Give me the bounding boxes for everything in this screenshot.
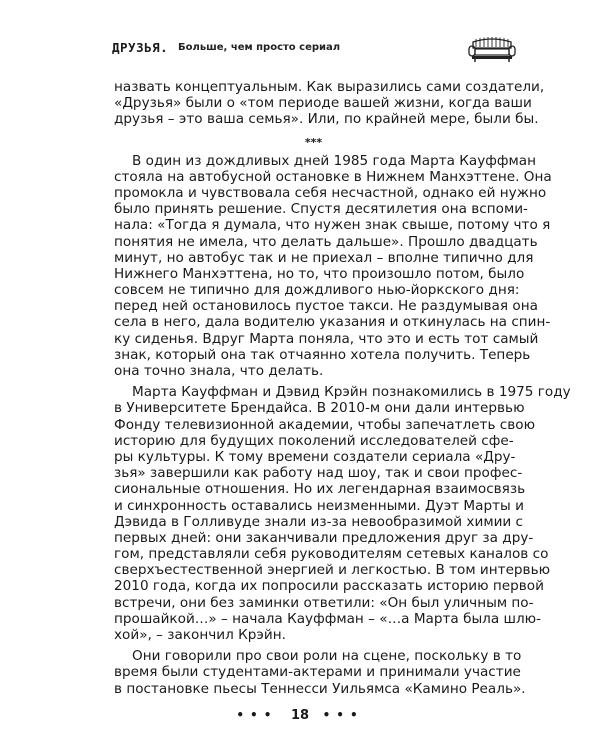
text-line: и синхронность оставались неизменными. Дуэт Марты и [114, 497, 524, 514]
text-line: было принять решение. Спустя десятилетия она вспоми- [114, 201, 528, 218]
text-line: нала: «Тогда я думала, что нужен знак свыше, потому что я [114, 217, 551, 234]
text-line: встречи, они без заминки ответили: «Он был уличным по- [114, 594, 534, 611]
text-line: 2010 года, когда их попросили рассказать историю первой [114, 578, 544, 595]
text-line: совсем не типично для дождливого нью-йоркского дня: [114, 282, 520, 299]
text-line: знак, который она так отчаянно хотела получить. Теперь [114, 346, 531, 363]
text-line: прошайкой…» – начала Кауффман – «…а Марта была шлю- [114, 610, 542, 627]
text-line: первых дней: они заканчивали предложения друг за дру- [114, 529, 534, 546]
text-line: зья» завершили как работу над шоу, так и свои профес- [114, 465, 523, 482]
footer-dots-right: ••• [322, 708, 364, 722]
text-line: ку сиденья. Вдруг Марта поняла, что это и есть тот самый [114, 330, 539, 347]
text-line: Они говорили про свои роли на сцене, поскольку в то [132, 648, 522, 665]
text-line: В один из дождливых дней 1985 года Марта Кауффман [132, 152, 537, 169]
text-line: Нижнего Манхэттена, но то, что произошло потом, было [114, 265, 525, 282]
paragraph [114, 648, 526, 697]
text-line: промокла и чувствовала себя несчастной, однако ей нужно [114, 184, 547, 201]
text-line: назвать концептуальным. Как выразились сами создатели, [114, 79, 545, 95]
section-separator: *** [304, 135, 323, 149]
text-line: Дэвида в Голливуде знали из-за невообразимой химии с [114, 513, 524, 530]
text-line: сверхъестественной энергией и легкостью. В том интервью [114, 562, 551, 579]
text-line: она точно знала, что делать. [114, 363, 324, 379]
text-line: сиональные отношения. Но их легендарная взаимосвязь [114, 481, 526, 498]
text-line: хой», – закончил Крэйн. [114, 627, 286, 643]
paragraph [114, 152, 552, 380]
paragraph [114, 384, 571, 643]
text-line: друзья – это ваша семья». Или, по крайней мере, были бы. [114, 111, 539, 128]
text-line: стояла на автобусной остановке в Нижнем Манхэттене. Она [114, 168, 552, 185]
text-line: понятия не имела, что делать дальше». Прошло двадцать [114, 233, 538, 250]
running-header [112, 36, 512, 66]
book-title: ДРУЗЬЯ. [112, 40, 169, 55]
page-body [114, 79, 571, 702]
text-line: «Друзья» были о «том периоде вашей жизни, когда ваши [114, 95, 532, 112]
paragraph [114, 79, 545, 128]
text-line: гом, представляли себя руководителям сетевых каналов со [114, 546, 549, 563]
text-line: в Университете Брендайса. В 2010-м они дали интервью [114, 400, 525, 417]
text-line: историю для будущих поколений исследователей сфе- [114, 432, 514, 449]
text-line: ры культуры. К тому времени создатели сериала «Дру- [114, 448, 516, 465]
text-line: Фонду телевизионной академии, чтобы запечатлеть свою [114, 416, 536, 433]
text-line: села в него, дала водителю указания и откинулась на спин- [114, 314, 551, 331]
text-line: Марта Кауффман и Дэвид Крэйн познакомились в 1975 году [132, 384, 571, 401]
text-line: минут, но автобус так и не приехал – вполне типично для [114, 249, 534, 266]
text-line: время были студентами-актерами и принимали участие [114, 664, 521, 681]
footer-dots-left: ••• [236, 708, 278, 722]
text-line: в постановке пьесы Теннесси Уильямса «Камино Реаль». [114, 680, 526, 697]
text-line: перед ней остановилось пустое такси. Не раздумывая она [114, 298, 538, 315]
page-footer [0, 708, 600, 723]
sofa-icon [467, 34, 517, 64]
page-number: 18 [290, 708, 310, 723]
book-subtitle: Больше, чем просто сериал [178, 42, 341, 53]
